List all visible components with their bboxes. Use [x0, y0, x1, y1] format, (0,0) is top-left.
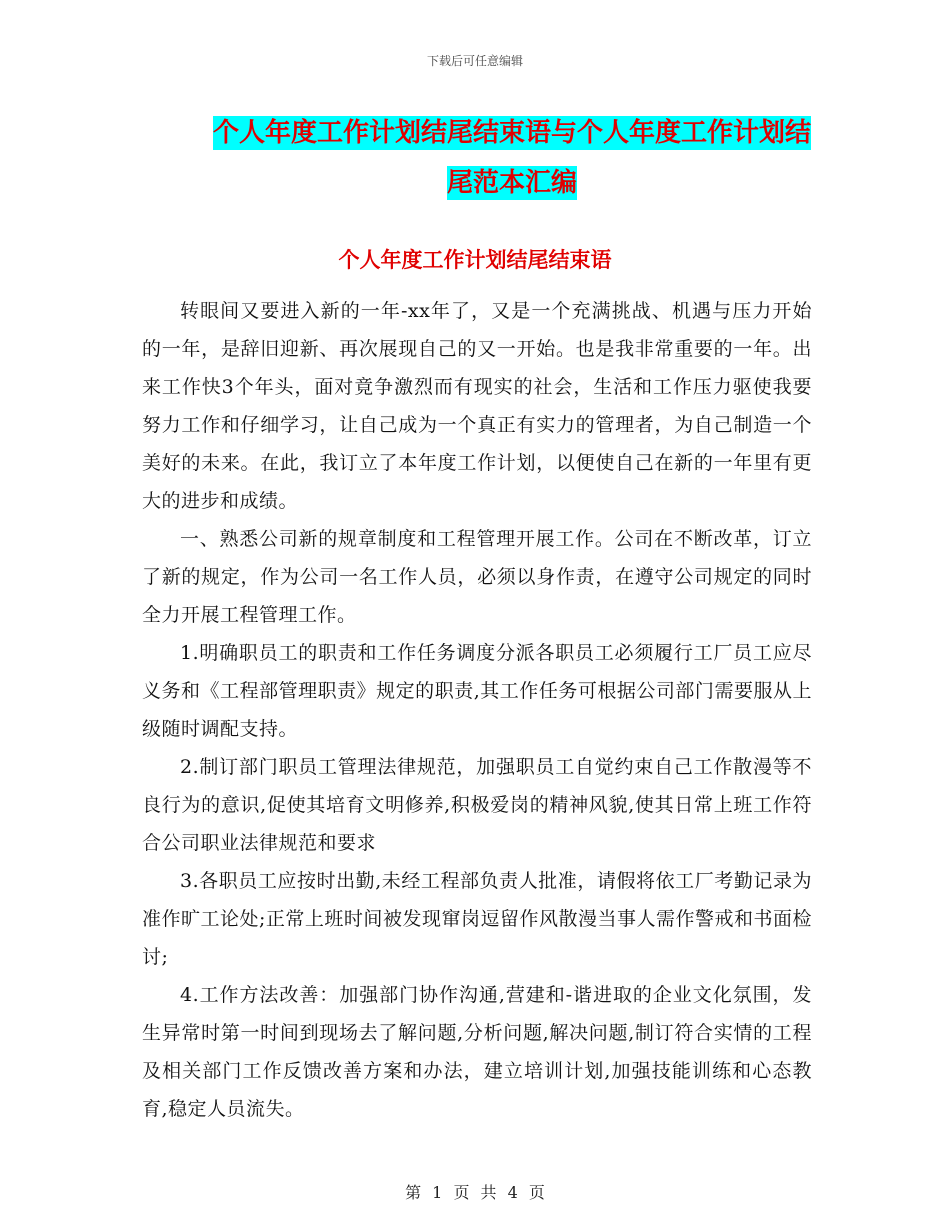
paragraph: 一、熟悉公司新的规章制度和工程管理开展工作。公司在不断改革，订立了新的规定，作为公司一名工作人员，必须以身作责，在遵守公司规定的同时全力开展工程管理工作。 [142, 528, 812, 626]
body-text [142, 292, 812, 1128]
paragraph: 1.明确职员工的职责和工作任务调度分派各职员工必须履行工厂员工应尽义务和《工程部管理职责》规定的职责,其工作任务可根据公司部门需要服从上级随时调配支持。 [142, 642, 812, 740]
page-number: 第 1 页 共 4 页 [405, 1183, 545, 1202]
paragraph: 转眼间又要进入新的一年-xx年了，又是一个充满挑战、机遇与压力开始的一年，是辞旧迎新、再次展现自己的又一开始。也是我非常重要的一年。出来工作快3个年头，面对竟争激烈而有现实的社会，生活和工作压力驱使我要努力工作和仔细学习，让自己成为一个真正有实力的管理者，为自己制造一个美好的未来。在此，我订立了本年度工作计划，以便使自己在新的一年里有更大的进步和成绩。 [142, 300, 812, 512]
title-line-2: 尾范本汇编 [446, 168, 577, 198]
document-title [192, 108, 832, 208]
paragraph: 2.制订部门职员工管理法律规范，加强职员工自觉约束自己工作散漫等不良行为的意识,促使其培育文明修养,积极爱岗的精神风貌,使其日常上班工作符合公司职业法律规范和要求 [142, 756, 812, 854]
paragraph: 3.各职员工应按时出勤,未经工程部负责人批准，请假将依工厂考勤记录为准作旷工论处;正常上班时间被发现窜岗逗留作风散漫当事人需作警戒和书面检讨; [142, 870, 812, 968]
page-header-note: 下载后可任意编辑 [426, 54, 523, 68]
title-line-1: 个人年度工作计划结尾结束语与个人年度工作计划结 [212, 118, 811, 148]
paragraph: 4.工作方法改善：加强部门协作沟通,营建和-谐进取的企业文化氛围，发生异常时第一时间到现场去了解问题,分析问题,解决问题,制订符合实情的工程及相关部门工作反馈改善方案和办法，建立培训计划,加强技能训练和心态教育,稳定人员流失。 [142, 984, 812, 1120]
section-title: 个人年度工作计划结尾结束语 [338, 248, 612, 272]
